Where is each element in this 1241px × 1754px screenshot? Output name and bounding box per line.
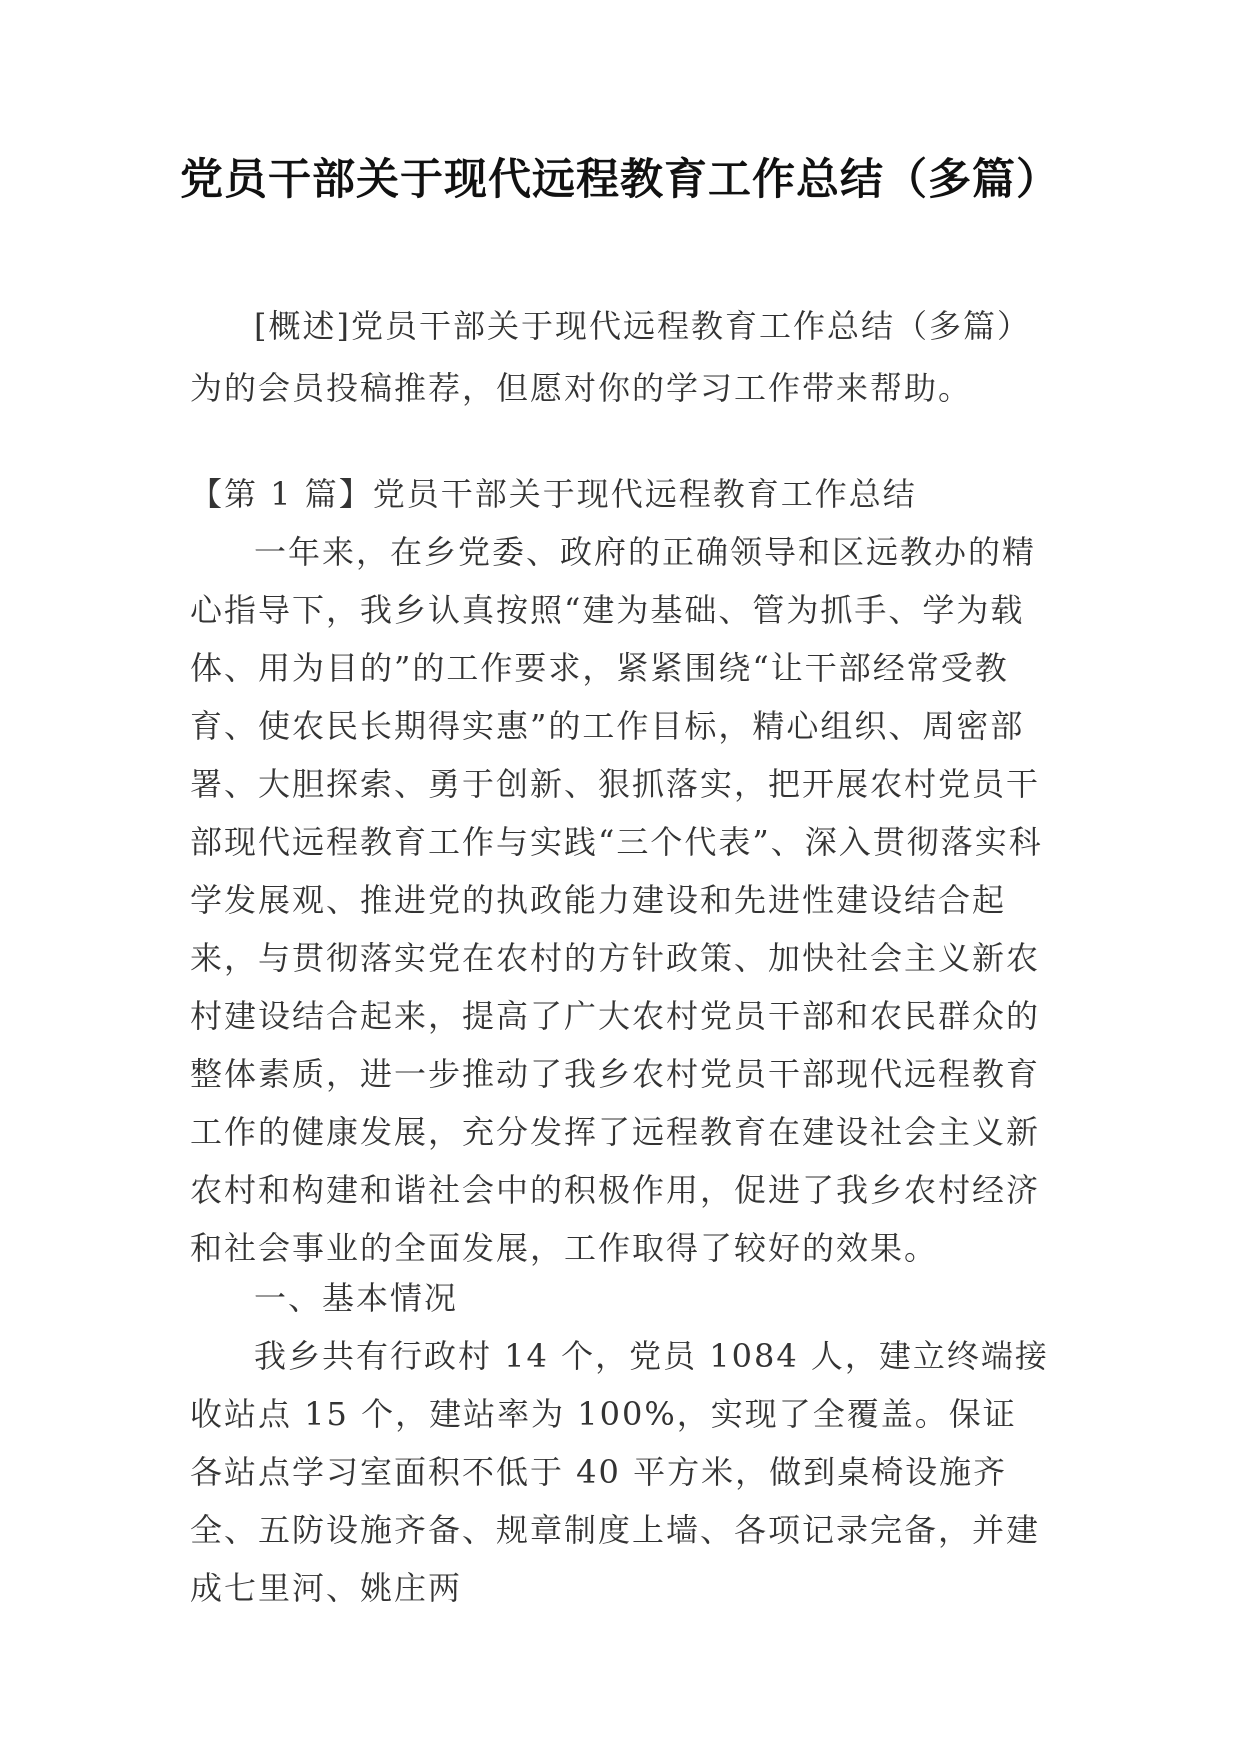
document-title: 党员干部关于现代远程教育工作总结（多篇） xyxy=(180,155,1060,205)
body-paragraph: 一年来，在乡党委、政府的正确领导和区远教办的精心指导下，我乡认真按照“建为基础、管为抓手、学为载体、用为目的”的工作要求，紧紧围绕“让干部经常受教育、使农民长期得实惠”的工作目标，精心组织、周密部署、大胆探索、勇于创新、狠抓落实，把开展农村党员干部现代远程教育工作与实践“三个代表”、深入贯彻落实科学发展观、推进党的执政能力建设和先进性建设结合起来，与贯彻落实党在农村的方针政策、加快社会主义新农村建设结合起来，提高了广大农村党员干部和农民群众的整体素质，进一步推动了我乡农村党员干部现代远程教育工作的健康发展，充分发挥了远程教育在建设社会主义新农村和构建和谐社会中的积极作用，促进了我乡农村经济和社会事业的全面发展，工作取得了较好的效果。 xyxy=(190,533,1043,1267)
abstract-paragraph: [概述]党员干部关于现代远程教育工作总结（多篇）为的会员投稿推荐，但愿对你的学习工作带来帮助。 xyxy=(190,307,1031,407)
body-paragraph: 我乡共有行政村 14 个，党员 1084 人，建立终端接收站点 15 个，建站率为 100%，实现了全覆盖。保证各站点学习室面积不低于 40 平方米，做到桌椅设施齐全、五防设施齐备、规章制度上墙、各项记录完备，并建成七里河、姚庄两 xyxy=(190,1337,1049,1607)
section-heading: 一、基本情况 xyxy=(254,1279,459,1317)
section-title: 【第 1 篇】党员干部关于现代远程教育工作总结 xyxy=(190,475,917,513)
